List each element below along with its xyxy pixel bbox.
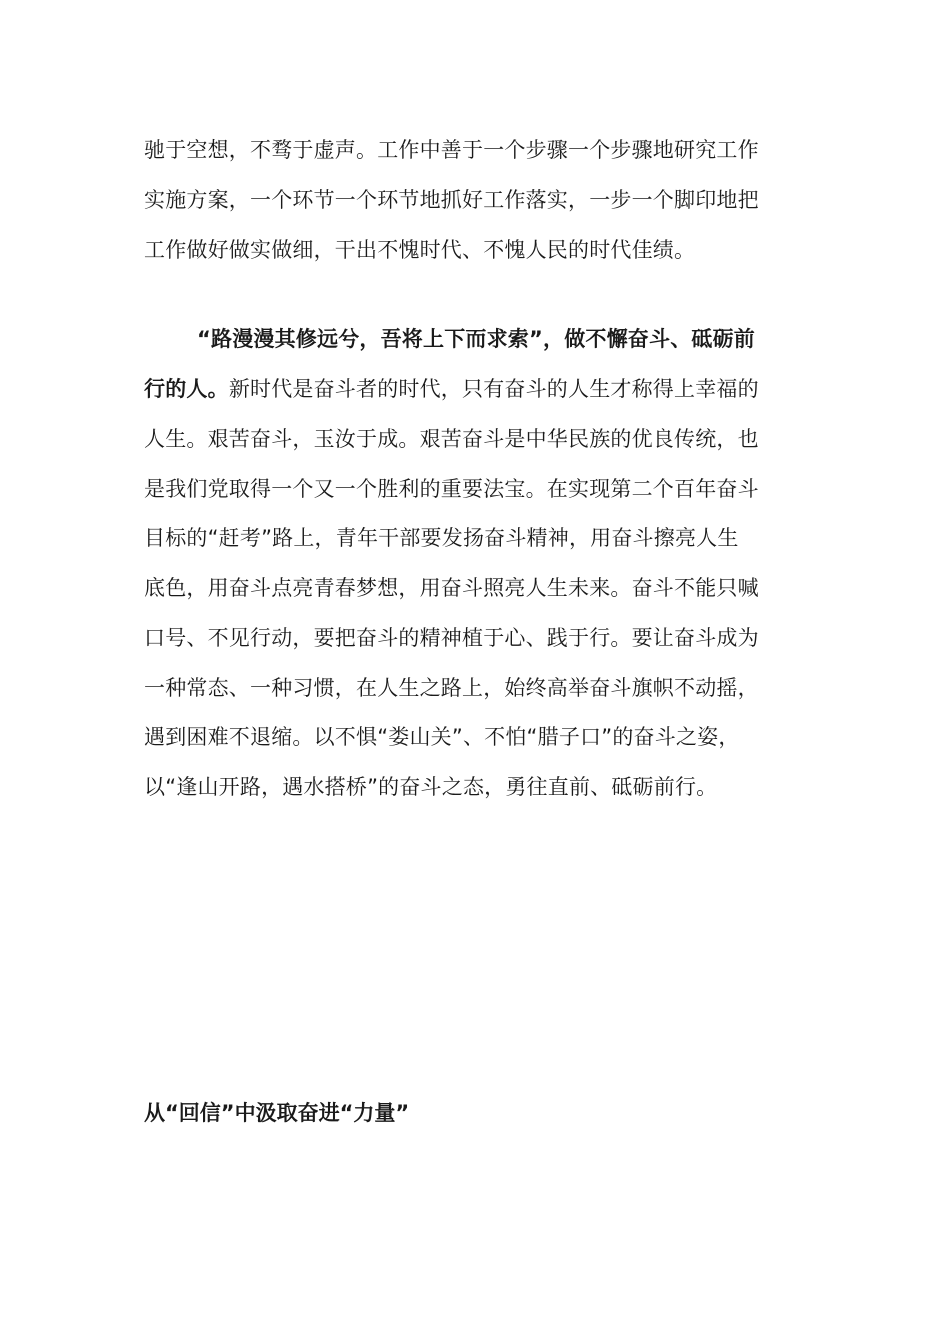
paragraph-1-line-1: 驰于空想，不骛于虚声。工作中善于一个步骤一个步骤地研究工作 <box>144 138 759 162</box>
paragraph-2-line-10: 以“逢山开路，遇水搭桥”的奋斗之态，勇往直前、砥砺前行。 <box>144 775 718 799</box>
paragraph-2-line-3: 人生。艰苦奋斗，玉汝于成。艰苦奋斗是中华民族的优良传统，也 <box>144 427 759 451</box>
paragraph-2-line-4: 是我们党取得一个又一个胜利的重要法宝。在实现第二个百年奋斗 <box>144 477 759 501</box>
paragraph-2-line-1: “路漫漫其修远兮，吾将上下而求索”，做不懈奋斗、砥砺前 <box>197 327 756 351</box>
paragraph-2-bold-lead: 行的人。 <box>144 377 229 401</box>
paragraph-2-line-5: 目标的“赶考”路上，青年干部要发扬奋斗精神，用奋斗擦亮人生 <box>144 526 739 550</box>
paragraph-2-line-6: 底色，用奋斗点亮青春梦想，用奋斗照亮人生未来。奋斗不能只喊 <box>144 576 759 600</box>
paragraph-1-line-2: 实施方案，一个环节一个环节地抓好工作落实，一步一个脚印地把 <box>144 188 759 212</box>
section-heading: 从“回信”中汲取奋进“力量” <box>144 1101 410 1125</box>
paragraph-2-line-2-rest: 新时代是奋斗者的时代，只有奋斗的人生才称得上幸福的 <box>228 377 759 401</box>
paragraph-1-line-3: 工作做好做实做细，干出不愧时代、不愧人民的时代佳绩。 <box>144 238 696 262</box>
paragraph-2-line-2 <box>144 375 759 403</box>
paragraph-2-line-7: 口号、不见行动，要把奋斗的精神植于心、践于行。要让奋斗成为 <box>144 626 759 650</box>
paragraph-2-line-8: 一种常态、一种习惯，在人生之路上，始终高举奋斗旗帜不动摇， <box>144 676 759 700</box>
paragraph-2-line-9: 遇到困难不退缩。以不惧“娄山关”、不怕“腊子口”的奋斗之姿， <box>144 725 740 749</box>
